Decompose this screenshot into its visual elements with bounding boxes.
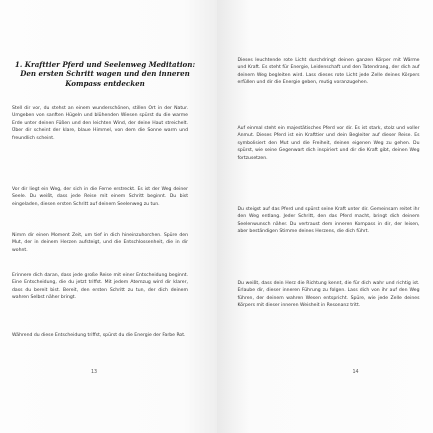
paragraph: Erinnere dich daran, dass jede große Reise mit einer Entscheidung beginnt. Eine Entscheidung, die du jetzt triffst. Mit jedem Atemzug wird dir klarer, dass du bereit bist. Bereit, den ersten Schritt zu tun, der dich deinem wahren Selbst näher bringt. [12, 273, 188, 301]
left-page-content [0, 0, 216, 433]
paragraph: Auf einmal steht ein majestätisches Pferd vor dir. Es ist stark, stolz und voller Anmut. Dieses Pferd ist ein Krafttier und dein Begleiter auf dieser Reise. Es symbolisiert den Mut und die Freiheit, deinen eigenen Weg zu gehen. Du spürst, wie seine Gegenwart dich inspiriert und dir die Kraft gibt, deinen Weg fortzusetzen. [237, 126, 420, 161]
page-number: 13 [90, 370, 98, 375]
paragraph: Du weißt, dass dein Herz die Richtung kennt, die für dich wahr und richtig ist. Erlaube dir, dieser inneren Führung zu folgen. Lass dich von ihr auf den Weg führen, der deinem wahren Wesen entspricht. Spüre, wie jede Zelle deines Körpers mit dieser inneren Weisheit in Resonanz tritt. [237, 281, 420, 309]
right-page [217, 0, 433, 433]
paragraph: Du steigst auf das Pferd und spürst seine Kraft unter dir. Gemeinsam reitet ihr den Weg entlang. Jeder Schritt, den das Pferd macht, bringt dich deinem Seelenwunsch näher. Du vertraust dem inneren Kompass in dir, der leisen, aber beständigen Stimme deines Herzens, die dich führt. [237, 207, 420, 235]
paragraph: Während du diese Entscheidung triffst, spürst du die Energie der Farbe Rot. [12, 333, 186, 338]
paragraph: Nimm dir einen Moment Zeit, um tief in dich hineinzuhorchen. Spüre den Mut, der in deinem Herzen aufsteigt, und die Entschlossenheit, die in dir wohnt. [12, 233, 188, 253]
paragraph: Dieses leuchtende rote Licht durchdringt deinen ganzen Körper mit Wärme und Kraft. Es steht für Energie, Leidenschaft und den Tatendrang, der dich auf deinem Weg begleiten wird. Lass dieses rote Licht jede Zelle deines Körpers erfüllen und dir die Energie geben, mutig voranzugehen. [237, 58, 420, 86]
paragraph: Stell dir vor, du stehst an einem wunderschönen, stillen Ort in der Natur. Umgeben von sanften Hügeln und blühenden Wiesen spürst du die warme Erde unter deinen Füßen und den leichten Wind, der deine Haut streichelt. Über dir scheint der klare, blaue Himmel, von dem die Sonne warm und freundlich scheint. [12, 106, 188, 141]
chapter-heading: 1. Krafttier Pferd und Seelenweg Meditation: Den ersten Schritt wagen und den inneren Kompass entdecken [14, 60, 196, 88]
right-page-content [217, 0, 433, 433]
paragraph: Vor dir liegt ein Weg, der sich in die Ferne erstreckt. Es ist der Weg deiner Seele. Du weißt, dass jede Reise mit einem Schritt beginnt. Du bist eingeladen, diesen ersten Schritt auf deinem Seelenweg zu tun. [12, 187, 188, 207]
page-number: 14 [352, 370, 359, 375]
